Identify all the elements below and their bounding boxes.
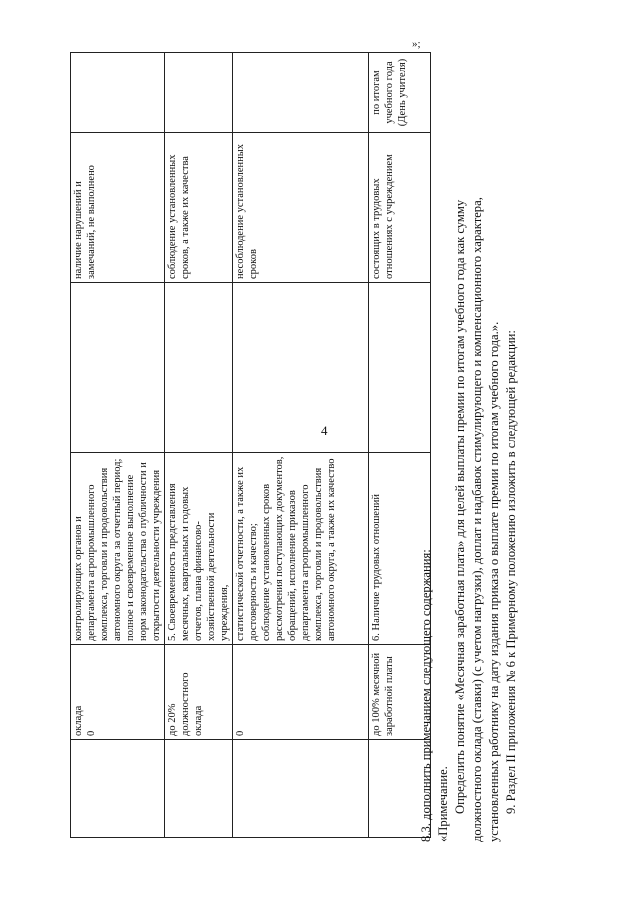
- table-cell-amount: оклада 0: [71, 645, 165, 740]
- table-cell-condition: соблюдение установленных сроков, а также их качества: [165, 133, 233, 283]
- table-cell-empty: [71, 283, 165, 453]
- table-cell-amount: 0: [233, 645, 369, 740]
- table-cell-criterion: контролирующих органов и департамента агропромышленного комплекса, торговли и продовольствия автономного округа за отчетный период; полное и своевременное выполнение норм законодательства о публичности и открытости деятельности учреждения: [71, 453, 165, 645]
- table-cell-criterion: 6. Наличие трудовых отношений: [369, 453, 431, 645]
- note-line: 8.3. дополнить примечанием следующего содержания:: [419, 549, 433, 842]
- table-cell-period: [71, 53, 165, 133]
- page-number: 4: [321, 423, 328, 438]
- table-cell-condition: состоящих в трудовых отношениях с учреждением: [369, 133, 431, 283]
- table-row: [165, 53, 233, 838]
- table-cell-empty: [233, 740, 369, 838]
- note-line: установленных работнику на дату издания приказа о выплате премии по итогам учебного года.».: [487, 321, 501, 842]
- note-line: Определить понятие «Месячная заработная плата» для целей выплаты премии по итогам учебного года как сумму: [453, 199, 467, 814]
- table-cell-criterion: 5. Своевременность представления месячных, квартальных и годовых отчетов, плана финансово-хозяйственной деятельности учреждения,: [165, 453, 233, 645]
- rotated-table-block: [70, 52, 431, 838]
- table-cell-period: [165, 53, 233, 133]
- table-cell-amount: до 100% месячной заработной платы: [369, 645, 431, 740]
- table-cell-empty: [165, 740, 233, 838]
- corner-mark: »;: [412, 38, 421, 50]
- bonus-criteria-table: [70, 52, 431, 838]
- table-cell-empty: [165, 283, 233, 453]
- table-cell-period: по итогам учебного года (День учителя): [369, 53, 431, 133]
- table-cell-amount: до 20% должностного оклада: [165, 645, 233, 740]
- note-line: «Примечание.: [436, 766, 450, 842]
- table-row: [71, 53, 165, 838]
- table-row: [233, 53, 369, 838]
- note-block: [418, 197, 520, 842]
- table-cell-empty: [71, 740, 165, 838]
- table-cell-condition: наличие нарушений и замечаний, не выполнено: [71, 133, 165, 283]
- table-cell-criterion: статистической отчетности, а также их достоверность и качество; соблюдение установленных сроков рассмотрения поступающих документов, обращений, исполнение приказов департамента агропромышленного комплекса, торговли и продовольствия автономного округа, а также их качество: [233, 453, 369, 645]
- note-line: 9. Раздел II приложения № 6 к Примерному положению изложить в следующей редакции:: [504, 330, 518, 814]
- table-cell-condition: несоблюдение установленных сроков: [233, 133, 369, 283]
- table-cell-empty: [233, 283, 369, 453]
- note-line: должностного оклада (ставки) (с учетом нагрузки), доплат и надбавок стимулирующего и компенсационного характера,: [470, 197, 484, 842]
- table-cell-period: [233, 53, 369, 133]
